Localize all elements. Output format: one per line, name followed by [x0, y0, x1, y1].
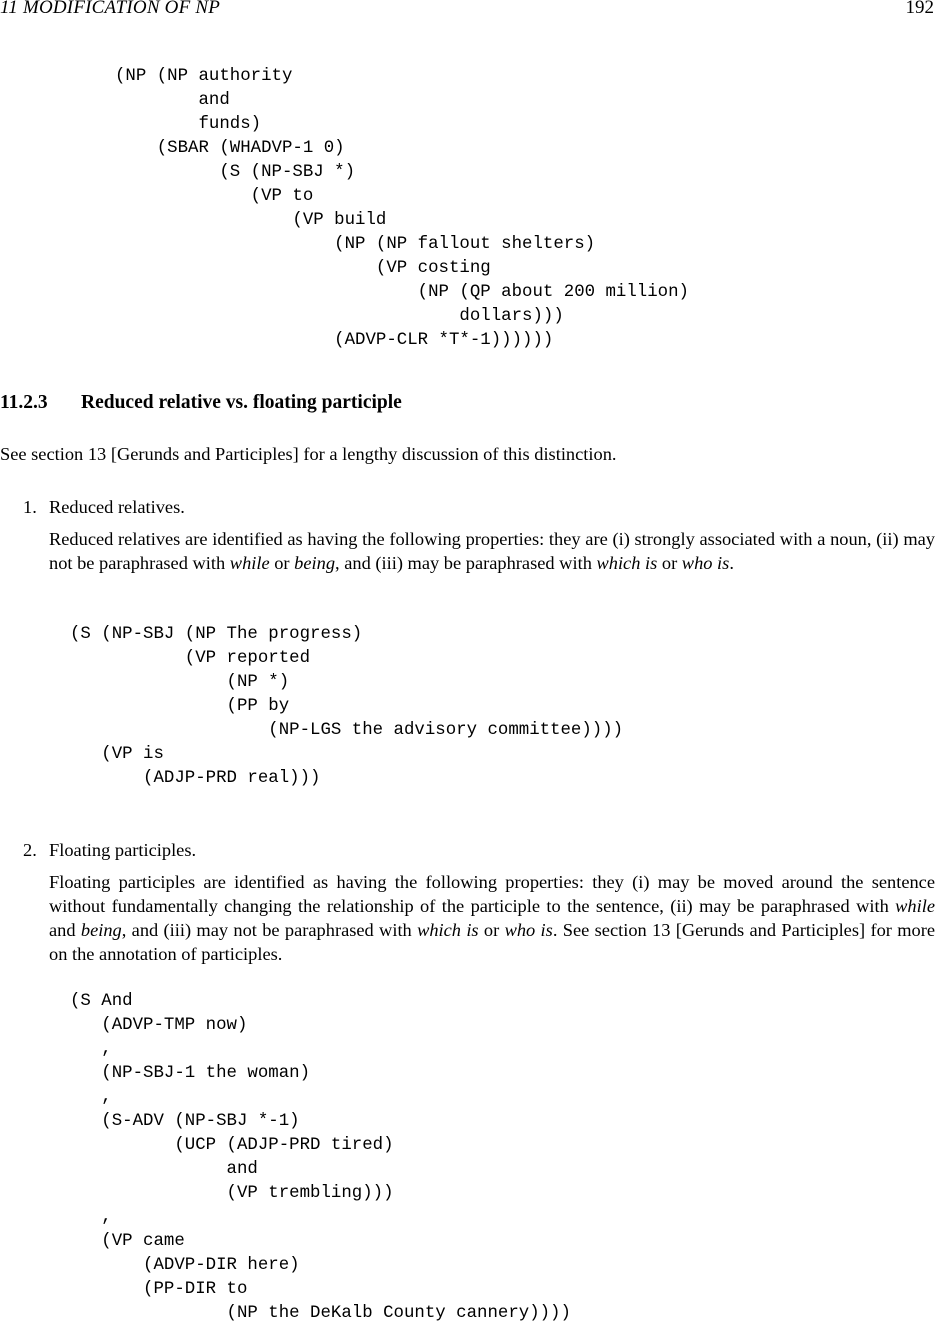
bracketed-tree-example-reduced-relative: (S (NP-SBJ (NP The progress) (VP reported (NP *) (PP by (NP-LGS the advisory committee)))) (VP is (ADJP-PRD real))) — [70, 625, 624, 788]
page-number: 192 — [905, 0, 934, 18]
section-heading — [0, 392, 402, 414]
list-item-paragraph — [49, 870, 935, 966]
section-number: 11.2.3 — [0, 392, 48, 413]
list-item-paragraph — [49, 527, 935, 575]
para-text: and — [49, 920, 81, 940]
para-text: , and (iii) may not be paraphrased with — [121, 920, 418, 940]
para-text: , and (iii) may be paraphrased with — [335, 553, 597, 573]
list-item-number: 2. — [23, 840, 37, 860]
list-item-number: 1. — [23, 497, 37, 517]
para-text: or — [478, 920, 505, 940]
para-emphasis: being — [80, 920, 122, 940]
para-emphasis: which is — [596, 553, 658, 573]
section-title: Reduced relative vs. floating participle — [81, 392, 402, 413]
running-header-chapter: 11 MODIFICATION OF NP — [0, 0, 221, 18]
para-text: or — [657, 553, 682, 573]
para-emphasis: while — [895, 896, 935, 916]
para-text: Floating participles are identified as having the following properties: they (i) may be moved around the sentence without fundamentally changing the relationship of the participle to the sentence, (ii) may be paraphrased with — [49, 872, 935, 916]
para-text: Reduced relatives are identified as having the following properties: they are (i) strongly associated with a noun, (ii) may not be paraphrased with — [49, 529, 935, 573]
para-text: . — [729, 553, 734, 573]
para-emphasis: who is — [681, 553, 730, 573]
para-emphasis: who is — [504, 920, 553, 940]
para-emphasis: which is — [417, 920, 479, 940]
para-text: . See section 13 [Gerunds and Participles] for more on the annotation of participles. — [49, 920, 935, 964]
list-item-title: Floating participles. — [49, 840, 197, 860]
list-item-title: Reduced relatives. — [49, 497, 185, 517]
intro-paragraph: See section 13 [Gerunds and Participles] for a lengthy discussion of this distinction. — [0, 444, 617, 464]
para-text: or — [269, 553, 295, 573]
bracketed-tree-example-top: (NP (NP authority and funds) (SBAR (WHADVP-1 0) (S (NP-SBJ *) (VP to (VP build (NP (NP fallout shelters) (VP costing (NP (QP about 200 million) dollars))) (ADVP-CLR *T*-1)))))) — [115, 67, 689, 350]
para-emphasis: being — [294, 553, 336, 573]
para-emphasis: while — [229, 553, 270, 573]
bracketed-tree-example-floating-participle: (S And (ADVP-TMP now) , (NP-SBJ-1 the woman) , (S-ADV (NP-SBJ *-1) (UCP (ADJP-PRD tired) and (VP trembling))) , (VP came (ADVP-DIR here) (PP-DIR to (NP the DeKalb County cannery)))) — [70, 992, 571, 1323]
